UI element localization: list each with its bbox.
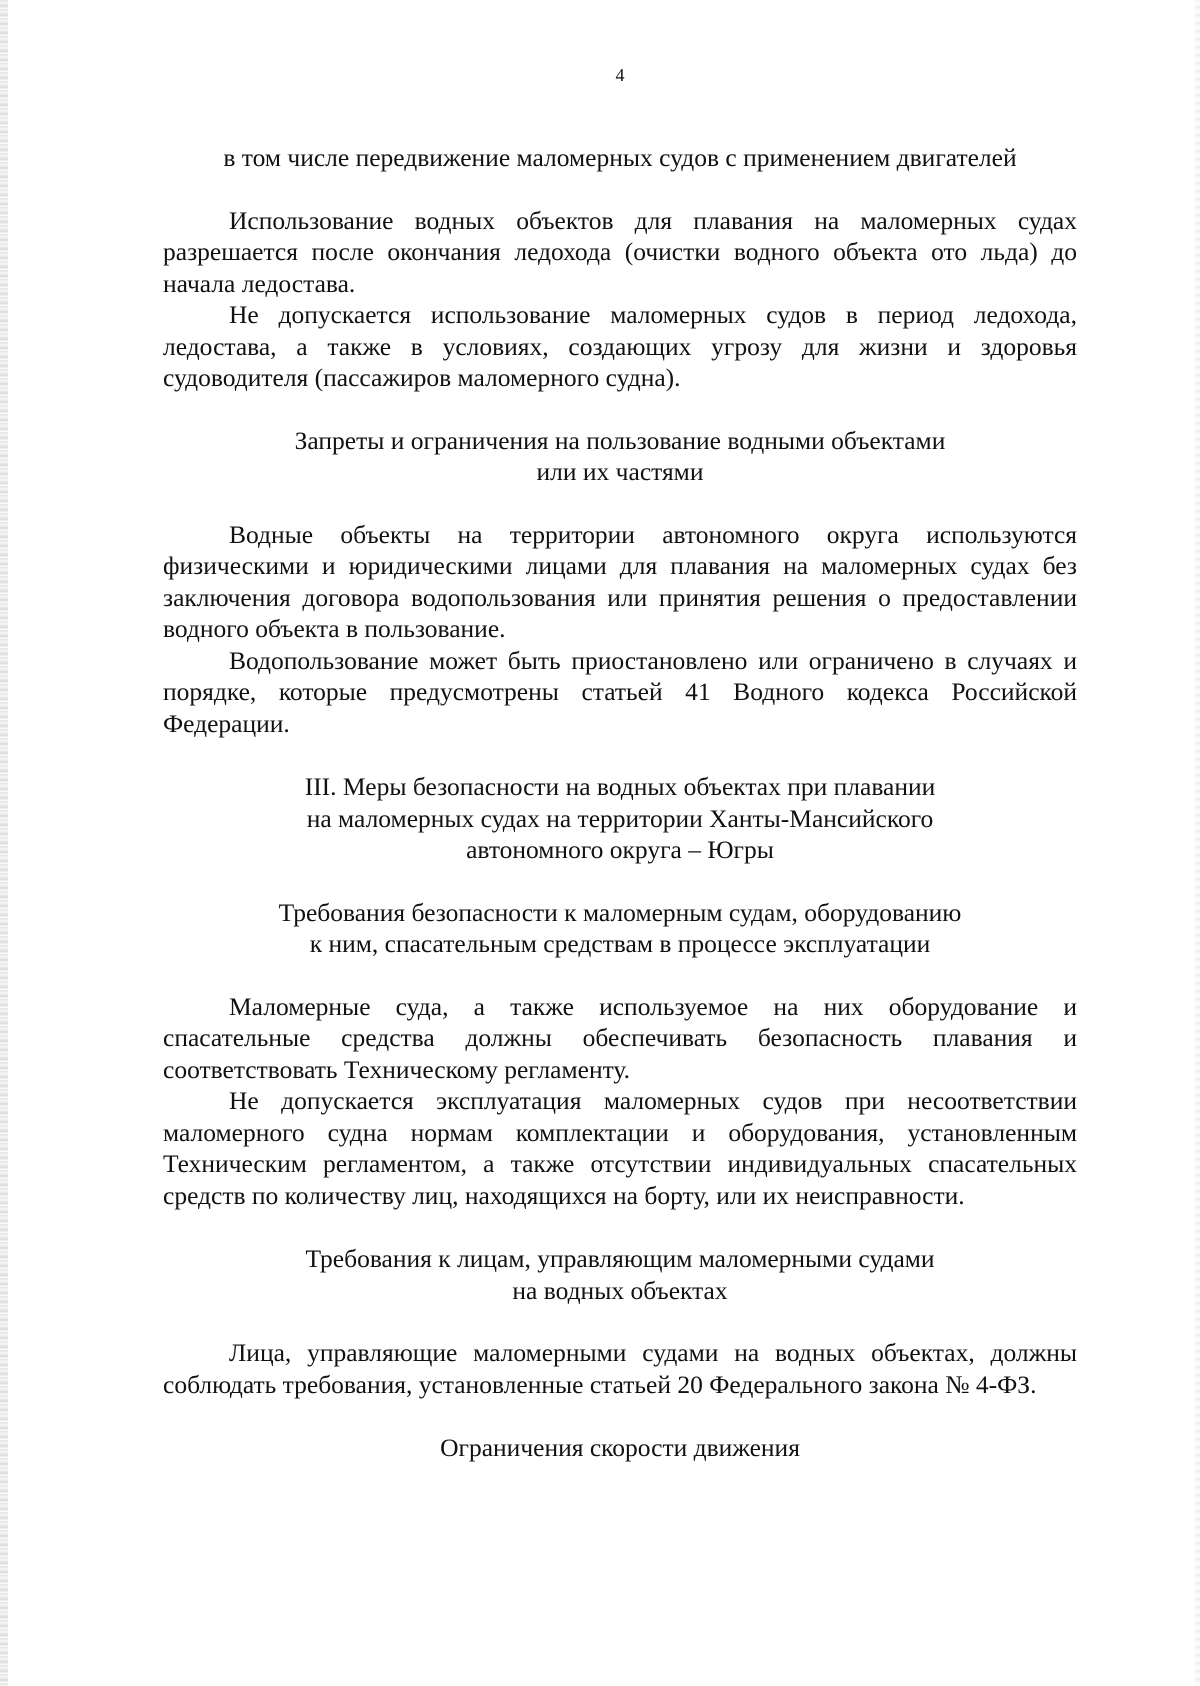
spacer <box>163 1211 1077 1243</box>
document-body <box>163 142 1077 1464</box>
paragraph-prohibited-use: Не допускается использование маломерных судов в период ледохода, ледостава, а также в условиях, создающих угрозу для жизни и здоровья судоводителя (пассажиров маломерного судна). <box>163 300 1077 392</box>
heading-speed-limits: Ограничения скорости движения <box>440 1433 800 1462</box>
heading-operators-line-2: на водных объектах <box>512 1275 728 1305</box>
paragraph-operator-requirements: Лица, управляющие маломерными судами на водных объектах, должны соблюдать требования, установленные статьей 20 Федерального закона № 4-ФЗ. <box>163 1338 1077 1399</box>
heading-safety-requirements-line-2: к ним, спасательным средствам в процессе эксплуатации <box>309 929 931 958</box>
paragraph-operation-prohibited: Не допускается эксплуатация маломерных судов при несоответствии маломерного судна нормам комплектации и оборудования, установленным Техническим регламентом, а также отсутствии индивидуальных спасательных средств по количеству лиц, находящихся на борту, или их неисправности. <box>163 1086 1077 1210</box>
spacer <box>163 1306 1077 1337</box>
scan-left-edge <box>0 0 8 1686</box>
paragraph-water-objects-use: Водные объекты на территории автономного округа используются физическими и юридическими лицами для плавания на маломерных судах без заключения договора водопользования или принятия решения о предоставлении водного объекта в пользование. <box>163 519 1077 643</box>
heading-restrictions-line-1: Запреты и ограничения на пользование водными объектами <box>294 425 946 455</box>
heading-section-3-line-1: III. Меры безопасности на водных объектах при плавании <box>304 772 936 801</box>
paragraph-equipment-safety: Маломерные суда, а также используемое на них оборудование и спасательные средства должны обеспечивать безопасность плавания и соответствовать Техническому регламенту. <box>163 991 1077 1084</box>
scan-right-edge <box>1195 0 1200 1686</box>
intro-line: в том числе передвижение маломерных судов с применением двигателей <box>223 143 1017 172</box>
page-number: 4 <box>615 65 625 85</box>
heading-safety-requirements-line-1: Требования безопасности к маломерным судам, оборудованию <box>278 897 962 927</box>
spacer <box>163 739 1077 771</box>
heading-restrictions-line-2: или их частями <box>536 457 704 486</box>
paragraph-ice-period: Использование водных объектов для плавания на маломерных судах разрешается после окончания ледохода (очистки водного объекта ото льда) до начала ледостава. <box>163 205 1077 298</box>
spacer <box>163 174 1077 205</box>
heading-operators-line-1: Требования к лицам, управляющим маломерными судами <box>305 1244 935 1273</box>
heading-section-3-line-3: автономного округа – Югры <box>466 835 774 864</box>
spacer <box>163 866 1077 897</box>
spacer <box>163 394 1077 425</box>
spacer <box>163 960 1077 991</box>
paragraph-water-use-suspension: Водопользование может быть приостановлено или ограничено в случаях и порядке, которые предусмотрены статьей 41 Водного кодекса Российской Федерации. <box>163 645 1077 738</box>
spacer <box>163 1400 1077 1432</box>
heading-section-3-line-2: на маломерных судах на территории Ханты-Мансийского <box>306 803 934 833</box>
spacer <box>163 488 1077 519</box>
